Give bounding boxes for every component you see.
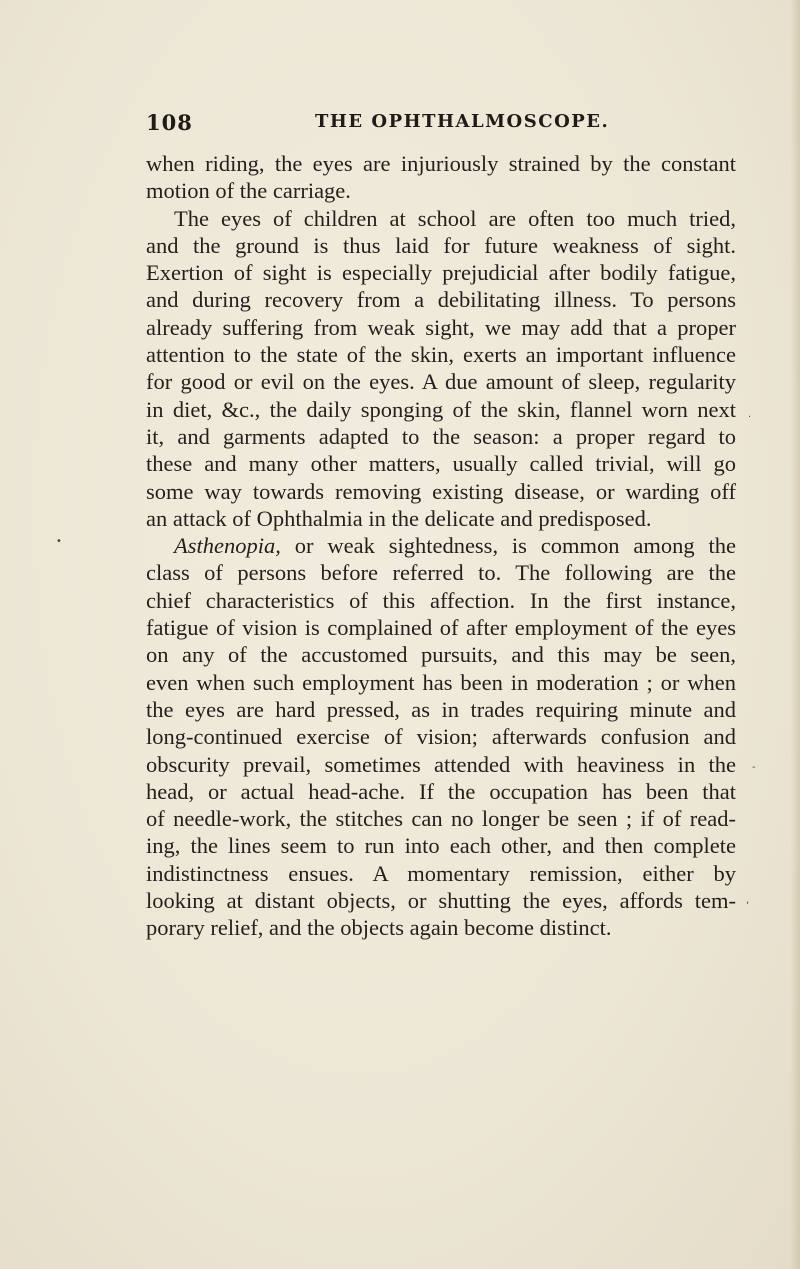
page-number: 108 — [146, 110, 193, 135]
term-asthenopia: Asthenopia, — [174, 533, 281, 559]
text-line: and during recovery from a debilitating illness. To persons — [146, 287, 736, 313]
text-line: chief characteristics of this affection. In the first instance, — [146, 587, 736, 613]
text-line: and the ground is thus laid for future weakness of sight. — [146, 232, 736, 258]
text-line: long-continued exercise of vision; afterwards confusion and — [146, 724, 736, 750]
text-line: an attack of Ophthalmia in the delicate and predisposed. — [146, 505, 652, 531]
text-line: the eyes are hard pressed, as in trades requiring minute and — [146, 696, 736, 722]
page-header — [146, 110, 736, 140]
text-line: on any of the accustomed pursuits, and this may be seen, — [146, 642, 736, 668]
speck-mark: • — [56, 536, 62, 547]
page-edge-shadow — [790, 0, 800, 1269]
text-line: motion of the carriage. — [146, 178, 351, 204]
speck-mark: , — [746, 895, 750, 906]
body-text — [146, 150, 736, 942]
text-line: porary relief, and the objects again become distinct. — [146, 915, 612, 941]
text-line: in diet, &c., the daily sponging of the skin, flannel worn next — [146, 396, 736, 422]
text-line: Exertion of sight is especially prejudicial after bodily fatigue, — [146, 260, 736, 286]
text-line: head, or actual head-ache. If the occupation has been that — [146, 778, 736, 804]
text-line: these and many other matters, usually called trivial, will go — [146, 451, 736, 477]
text-line: looking at distant objects, or shutting the eyes, affords tem- — [146, 888, 736, 914]
text-line: even when such employment has been in moderation ; or when — [146, 669, 736, 695]
text-line: class of persons before referred to. The following are the — [146, 560, 736, 586]
text-line: ing, the lines seem to run into each other, and then complete — [146, 833, 736, 859]
text-line-continuation: or weak sightedness, is common among the — [294, 533, 737, 559]
text-line: obscurity prevail, sometimes attended with heaviness in the — [146, 751, 736, 777]
text-line-asthenopia — [146, 532, 736, 559]
text-line: for good or evil on the eyes. A due amount of sleep, regularity — [146, 369, 736, 395]
text-line: when riding, the eyes are injuriously strained by the constant — [146, 151, 736, 176]
running-head: THE OPHTHALMOSCOPE. — [315, 111, 610, 132]
speck-mark: - — [752, 762, 756, 773]
text-line: indistinctness ensues. A momentary remission, either by — [146, 860, 736, 886]
text-line: The eyes of children at school are often too much tried, — [174, 205, 736, 231]
text-line: it, and garments adapted to the season: a proper regard to — [146, 423, 736, 449]
text-line: already suffering from weak sight, we may add that a proper — [146, 314, 736, 340]
text-line: of needle-work, the stitches can no longer be seen ; if of read- — [146, 806, 736, 832]
speck-mark: · — [748, 412, 752, 423]
text-line: fatigue of vision is complained of after employment of the eyes — [146, 615, 736, 641]
text-line: some way towards removing existing disease, or warding off — [146, 478, 736, 504]
text-line: attention to the state of the skin, exerts an important influence — [146, 342, 736, 368]
